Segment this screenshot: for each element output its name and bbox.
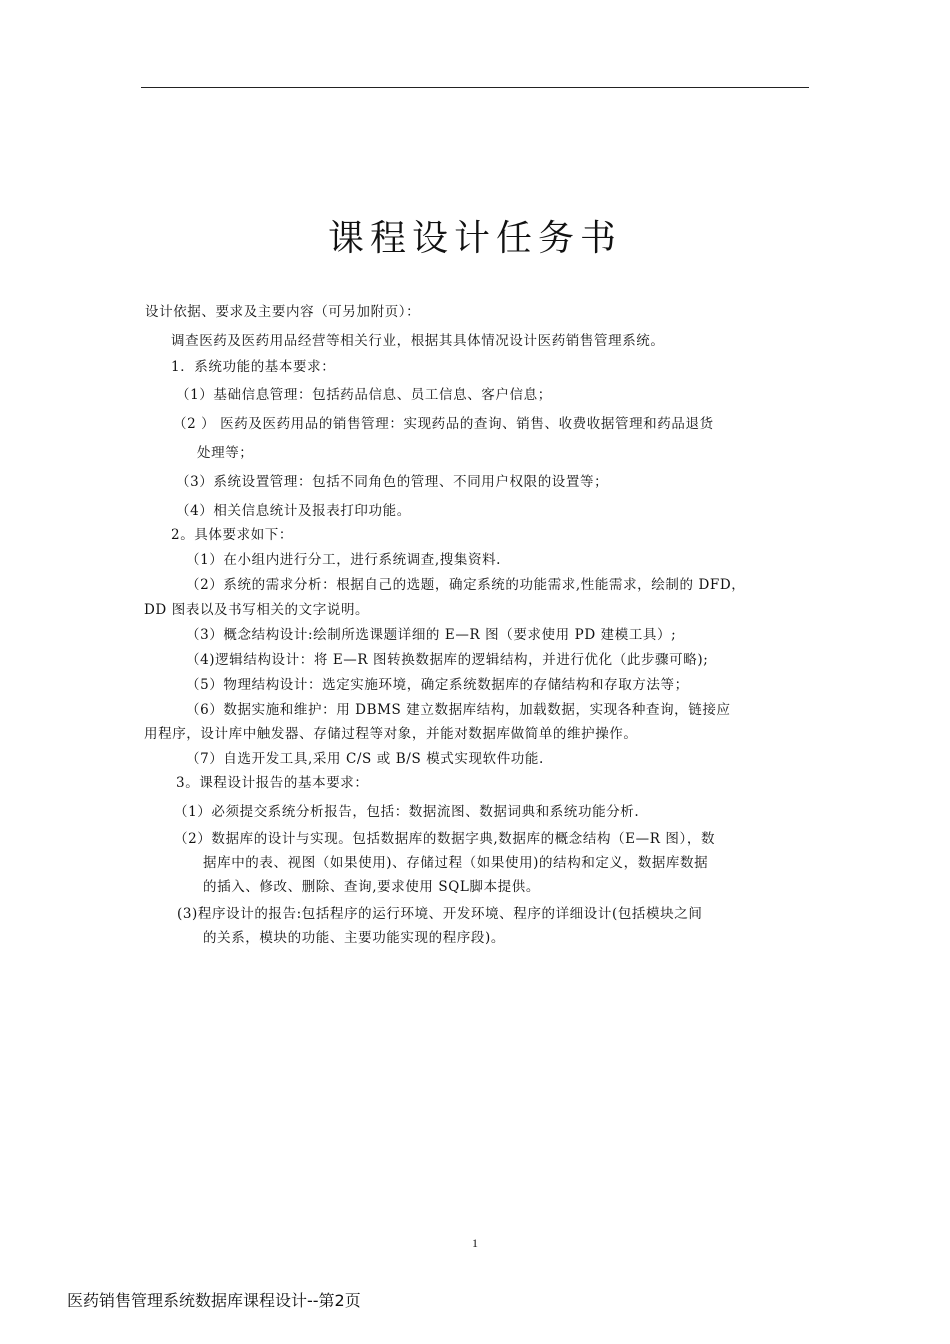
page-number: 1	[472, 1236, 478, 1250]
text-line: 的关系，模块的功能、主要功能实现的程序段)。	[203, 930, 505, 946]
text-line: DD 图表以及书写相关的文字说明。	[144, 602, 370, 618]
text-line: 据库中的表、视图（如果使用)、存储过程（如果使用)的结构和定义，数据库数据	[203, 855, 709, 871]
text-line: （7）自选开发工具,采用 C/S 或 B/S 模式实现软件功能.	[186, 751, 544, 767]
footer-caption: 医药销售管理系统数据库课程设计--第2页	[67, 1291, 361, 1310]
text-line: （1）在小组内进行分工，进行系统调查,搜集资料.	[186, 552, 502, 568]
text-line: （1）基础信息管理：包括药品信息、员工信息、客户信息；	[176, 387, 552, 403]
text-line: 的插入、修改、删除、查询,要求使用 SQL脚本提供。	[203, 879, 540, 895]
text-line: （6）数据实施和维护：用 DBMS 建立数据库结构，加载数据，实现各种查询，链接应	[186, 702, 731, 718]
text-line: 用程序，设计库中触发器、存储过程等对象，并能对数据库做简单的维护操作。	[144, 726, 638, 742]
text-line: （2）系统的需求分析：根据自己的选题，确定系统的功能需求,性能需求，绘制的 DFD，	[186, 577, 746, 593]
text-line: （5）物理结构设计：选定实施环境，确定系统数据库的存储结构和存取方法等；	[186, 677, 689, 693]
text-line: （2 ） 医药及医药用品的销售管理：实现药品的查询、销售、收费收据管理和药品退货	[173, 416, 714, 432]
header-rule	[141, 87, 809, 88]
text-line: （3）系统设置管理：包括不同角色的管理、不同用户权限的设置等；	[176, 474, 609, 490]
text-line: （3）概念结构设计:绘制所选课题详细的 E—R 图（要求使用 PD 建模工具）;	[186, 627, 677, 643]
text-line: 设计依据、要求及主要内容（可另加附页）：	[145, 304, 421, 320]
text-line: 2。具体要求如下：	[171, 527, 293, 543]
text-line: 调查医药及医药用品经营等相关行业，根据其具体情况设计医药销售管理系统。	[171, 333, 665, 349]
text-line: （4）相关信息统计及报表打印功能。	[176, 503, 411, 519]
text-line: 1．系统功能的基本要求：	[171, 359, 336, 375]
text-line: 3。课程设计报告的基本要求：	[176, 775, 369, 791]
document-title: 课程设计任务书	[327, 218, 622, 259]
text-line: 处理等；	[197, 445, 254, 461]
text-line: （2）数据库的设计与实现。包括数据库的数据字典,数据库的概念结构（E—R 图），数	[174, 831, 716, 847]
text-line: （1）必须提交系统分析报告，包括：数据流图、数据词典和系统功能分析.	[174, 804, 640, 820]
text-line: (3)程序设计的报告:包括程序的运行环境、开发环境、程序的详细设计(包括模块之间	[177, 906, 703, 922]
text-line: （4)逻辑结构设计：将 E—R 图转换数据库的逻辑结构，并进行优化（此步骤可略);	[186, 652, 709, 668]
